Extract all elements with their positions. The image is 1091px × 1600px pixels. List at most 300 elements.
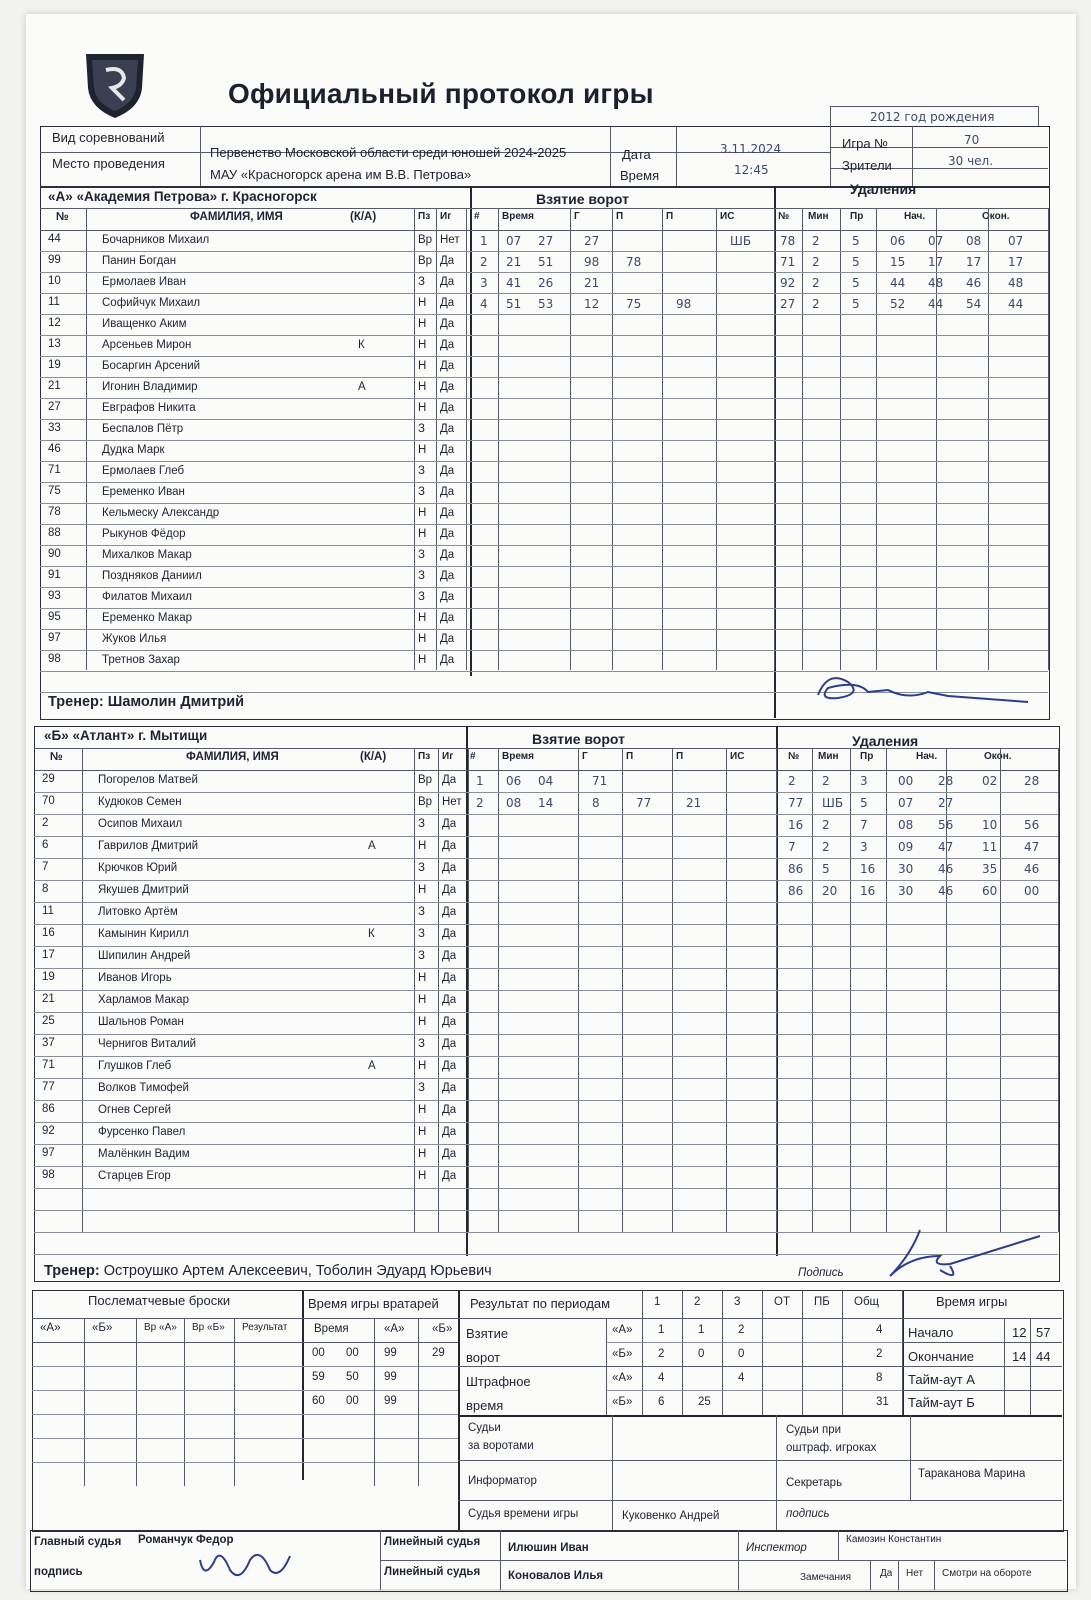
player-number: 33 bbox=[48, 422, 61, 434]
player-position: Н bbox=[418, 1126, 427, 1138]
period-col-2: 3 bbox=[734, 1296, 741, 1308]
penalty-cell: 7 bbox=[788, 840, 796, 854]
penalty-cell: 09 bbox=[898, 840, 914, 854]
player-name: Еременко Иван bbox=[102, 486, 185, 498]
team-a-coach: Тренер: Шамолин Дмитрий bbox=[48, 694, 245, 710]
time-label: Время bbox=[620, 168, 660, 183]
teamB-col-no: № bbox=[50, 751, 63, 763]
player-number: 93 bbox=[48, 590, 61, 602]
player-position: З bbox=[418, 549, 425, 561]
player-played: Да bbox=[442, 1126, 457, 1138]
player-played: Да bbox=[442, 1082, 457, 1094]
penalty-cell: 44 bbox=[890, 276, 906, 290]
penalty-cell: ШБ bbox=[822, 796, 844, 810]
player-position: Н bbox=[418, 1016, 427, 1028]
period-cell: 1 bbox=[698, 1324, 705, 1336]
player-played: Да bbox=[440, 549, 455, 561]
team-a-title: «А» «Академия Петрова» г. Красногорск bbox=[48, 189, 317, 204]
teamA-goal-col-4: П bbox=[666, 211, 674, 222]
date-value: 3.11.2024 bbox=[720, 142, 782, 156]
penalty-cell: 3 bbox=[860, 774, 868, 788]
teamA-pen-col-4: Окон. bbox=[982, 211, 1010, 222]
player-number: 97 bbox=[48, 632, 61, 644]
period-cell: 4 bbox=[658, 1372, 665, 1384]
player-position: Н bbox=[418, 1104, 427, 1116]
player-played: Да bbox=[440, 465, 455, 477]
shootout-col-3: Вр «Б» bbox=[192, 1322, 225, 1333]
team-b-penalties-title: Удаления bbox=[852, 733, 919, 749]
goals-label-2: ворот bbox=[466, 1350, 501, 1365]
gk-col-1: «А» bbox=[384, 1323, 405, 1335]
player-name: Босаргин Арсений bbox=[102, 360, 201, 372]
player-number: 92 bbox=[42, 1125, 55, 1137]
teamB-goal-col-1: Время bbox=[502, 751, 534, 762]
teamB-goal-col-2: Г bbox=[582, 751, 588, 762]
period-cell: 0 bbox=[698, 1348, 705, 1360]
period-cell: 2 bbox=[876, 1348, 883, 1360]
goal-cell: ШБ bbox=[730, 234, 752, 248]
player-name: Еременко Макар bbox=[102, 612, 193, 624]
penalty-cell: 08 bbox=[966, 234, 982, 248]
penalty-cell: 56 bbox=[938, 818, 954, 832]
goal-cell: 71 bbox=[592, 774, 608, 788]
player-played: Да bbox=[442, 1060, 457, 1072]
teamA-pen-col-2: Пр bbox=[850, 211, 864, 222]
gk-cell: 50 bbox=[346, 1371, 359, 1383]
player-name: Игонин Владимир bbox=[102, 381, 198, 393]
timekeeper-name: Куковенко Андрей bbox=[622, 1510, 720, 1522]
player-position: Н bbox=[418, 1148, 427, 1160]
teamB-goal-col-0: # bbox=[470, 751, 476, 762]
shootout-col-0: «А» bbox=[40, 1322, 61, 1334]
penalty-cell: 2 bbox=[822, 818, 830, 832]
player-name: Литовко Артём bbox=[98, 906, 178, 918]
player-position: Н bbox=[418, 1060, 427, 1072]
penalty-judges-label-1: Судьи при bbox=[786, 1424, 842, 1436]
penalty-cell: 5 bbox=[822, 862, 830, 876]
period-cell: 1 bbox=[658, 1324, 665, 1336]
player-name: Рыкунов Фёдор bbox=[102, 528, 186, 540]
player-number: 21 bbox=[48, 380, 61, 392]
player-number: 27 bbox=[48, 401, 61, 413]
player-number: 21 bbox=[42, 993, 55, 1005]
team-a-goals-title: Взятие ворот bbox=[536, 191, 629, 207]
teamA-goal-col-3: П bbox=[616, 211, 624, 222]
teamB-col-play: Иг bbox=[442, 751, 454, 762]
player-name: Шипилин Андрей bbox=[98, 950, 191, 962]
penalty-cell: 47 bbox=[938, 840, 954, 854]
remarks-yes: Да bbox=[880, 1568, 893, 1579]
teamB-goal-col-3: П bbox=[626, 751, 634, 762]
teamB-goal-col-5: ИС bbox=[730, 751, 745, 762]
penalty-cell: 2 bbox=[788, 774, 796, 788]
gk-cell: 99 bbox=[384, 1395, 397, 1407]
game-time-title: Время игры bbox=[936, 1294, 1008, 1309]
gk-cell: 60 bbox=[312, 1395, 325, 1407]
start-label: Начало bbox=[908, 1325, 954, 1340]
player-name: Филатов Михаил bbox=[102, 591, 193, 603]
player-position: Вр bbox=[418, 796, 433, 808]
player-name: Ермолаев Глеб bbox=[102, 465, 185, 477]
penalty-cell: 2 bbox=[822, 774, 830, 788]
player-captaincy: А bbox=[358, 381, 366, 393]
player-played: Да bbox=[440, 318, 455, 330]
player-played: Да bbox=[440, 486, 455, 498]
gk-cell: 99 bbox=[384, 1347, 397, 1359]
penalty-cell: 56 bbox=[1024, 818, 1040, 832]
player-played: Да bbox=[442, 774, 457, 786]
team-a-penalties-title: Удаления bbox=[850, 181, 917, 197]
player-played: Да bbox=[442, 818, 457, 830]
game-number-value: 70 bbox=[964, 133, 980, 147]
player-captaincy: К bbox=[358, 339, 365, 351]
goal-cell: 77 bbox=[636, 796, 652, 810]
penalty-cell: 5 bbox=[852, 255, 860, 269]
penalty-cell: 07 bbox=[928, 234, 944, 248]
period-cell: 6 bbox=[658, 1396, 665, 1408]
penalty-cell: 30 bbox=[898, 884, 914, 898]
player-number: 46 bbox=[48, 443, 61, 455]
penalty-cell: 92 bbox=[780, 276, 796, 290]
penalty-judges-label-2: оштраф. игроках bbox=[786, 1442, 877, 1454]
referee-signature bbox=[190, 1540, 300, 1586]
player-position: Н bbox=[418, 840, 427, 852]
player-played: Да bbox=[442, 950, 457, 962]
player-number: 70 bbox=[42, 795, 55, 807]
goal-cell: 2 bbox=[476, 796, 484, 810]
team-b-title: «Б» «Атлант» г. Мытищи bbox=[44, 728, 208, 743]
player-name: Дудка Марк bbox=[102, 444, 165, 456]
player-played: Да bbox=[442, 1170, 457, 1182]
player-position: З bbox=[418, 1082, 425, 1094]
player-position: Н bbox=[418, 318, 427, 330]
referee-sign-label: подпись bbox=[34, 1566, 83, 1578]
player-name: Фурсенко Павел bbox=[98, 1126, 186, 1138]
period-team-label: «А» bbox=[612, 1372, 633, 1384]
penalty-cell: 46 bbox=[966, 276, 982, 290]
player-position: Н bbox=[418, 972, 427, 984]
penalty-cell: 5 bbox=[852, 276, 860, 290]
period-cell: 4 bbox=[738, 1372, 745, 1384]
player-position: З bbox=[418, 928, 425, 940]
player-name: Кудюков Семен bbox=[98, 796, 182, 808]
player-number: 98 bbox=[48, 653, 61, 665]
goal-cell: 12 bbox=[584, 297, 600, 311]
player-played: Да bbox=[440, 654, 455, 666]
player-position: З bbox=[418, 862, 425, 874]
player-number: 16 bbox=[42, 927, 55, 939]
player-number: 37 bbox=[42, 1037, 55, 1049]
player-captaincy: А bbox=[368, 840, 376, 852]
competition-label: Вид соревнований bbox=[52, 130, 165, 145]
player-name: Огнев Сергей bbox=[98, 1104, 172, 1116]
gk-cell: 59 bbox=[312, 1371, 325, 1383]
teamB-col-ka: (К/А) bbox=[360, 751, 387, 763]
period-col-5: Общ bbox=[854, 1296, 879, 1308]
penalty-cell: 17 bbox=[928, 255, 944, 269]
player-position: З bbox=[418, 570, 425, 582]
player-name: Жуков Илья bbox=[102, 633, 167, 645]
player-number: 71 bbox=[48, 464, 61, 476]
year-label: 2012 год рождения bbox=[870, 110, 995, 124]
teamA-pen-col-3: Нач. bbox=[904, 211, 926, 222]
penalty-cell: 07 bbox=[898, 796, 914, 810]
teamA-goal-col-0: # bbox=[474, 211, 480, 222]
goal-judges-label-1: Судьи bbox=[468, 1422, 501, 1434]
goal-cell: 41 bbox=[506, 276, 522, 290]
teamB-pen-col-3: Нач. bbox=[916, 751, 938, 762]
player-name: Волков Тимофей bbox=[98, 1082, 189, 1094]
player-name: Панин Богдан bbox=[102, 255, 177, 267]
player-number: 71 bbox=[42, 1059, 55, 1071]
player-played: Нет bbox=[440, 234, 460, 246]
period-cell: 31 bbox=[876, 1396, 889, 1408]
penalty-cell: 08 bbox=[898, 818, 914, 832]
player-position: Н bbox=[418, 654, 427, 666]
penalty-cell: 5 bbox=[860, 796, 868, 810]
player-position: Вр bbox=[418, 774, 433, 786]
goals-label-1: Взятие bbox=[466, 1326, 509, 1341]
player-number: 98 bbox=[42, 1169, 55, 1181]
goal-cell: 08 bbox=[506, 796, 522, 810]
player-played: Нет bbox=[442, 796, 462, 808]
linesman-2-name: Коновалов Илья bbox=[508, 1570, 604, 1582]
player-played: Да bbox=[440, 297, 455, 309]
penalty-cell: 2 bbox=[822, 840, 830, 854]
player-position: Н bbox=[418, 402, 427, 414]
player-position: З bbox=[418, 950, 425, 962]
period-team-label: «Б» bbox=[612, 1396, 633, 1408]
goal-cell: 06 bbox=[506, 774, 522, 788]
goal-cell: 78 bbox=[626, 255, 642, 269]
shootout-col-4: Результат bbox=[242, 1322, 288, 1333]
player-name: Камынин Кирилл bbox=[98, 928, 189, 940]
player-captaincy: А bbox=[368, 1060, 376, 1072]
player-number: 11 bbox=[42, 905, 54, 917]
player-name: Арсеньев Мирон bbox=[102, 339, 192, 351]
player-position: Н bbox=[418, 612, 427, 624]
page-title: Официальный протокол игры bbox=[228, 78, 654, 109]
player-played: Да bbox=[442, 862, 457, 874]
player-played: Да bbox=[440, 360, 455, 372]
player-played: Да bbox=[442, 972, 457, 984]
player-played: Да bbox=[440, 444, 455, 456]
goal-cell: 21 bbox=[686, 796, 702, 810]
penalty-cell: 27 bbox=[938, 796, 954, 810]
penalty-cell: 07 bbox=[1008, 234, 1024, 248]
goal-cell: 98 bbox=[584, 255, 600, 269]
player-position: Н bbox=[418, 633, 427, 645]
player-position: Н bbox=[418, 297, 427, 309]
player-name: Погорелов Матвей bbox=[98, 774, 198, 786]
timeout-a-label: Тайм-аут А bbox=[908, 1372, 975, 1387]
goal-cell: 26 bbox=[538, 276, 554, 290]
penalty-cell: 54 bbox=[966, 297, 982, 311]
penalty-cell: 86 bbox=[788, 884, 804, 898]
period-cell: 8 bbox=[876, 1372, 883, 1384]
goal-cell: 53 bbox=[538, 297, 554, 311]
penalty-cell: 46 bbox=[938, 862, 954, 876]
player-name: Крючков Юрий bbox=[98, 862, 178, 874]
pim-label-2: время bbox=[466, 1398, 504, 1413]
penalty-cell: 15 bbox=[890, 255, 906, 269]
penalty-cell: 46 bbox=[938, 884, 954, 898]
player-number: 13 bbox=[48, 338, 61, 350]
player-played: Да bbox=[442, 1038, 457, 1050]
goal-judges-label-2: за воротами bbox=[468, 1440, 534, 1452]
start-minutes: 57 bbox=[1036, 1325, 1051, 1340]
penalty-cell: 20 bbox=[822, 884, 838, 898]
player-played: Да bbox=[440, 507, 455, 519]
gk-cell: 99 bbox=[384, 1371, 397, 1383]
player-number: 75 bbox=[48, 485, 61, 497]
penalty-cell: 2 bbox=[812, 255, 820, 269]
player-name: Харламов Макар bbox=[98, 994, 189, 1006]
goal-cell: 21 bbox=[584, 276, 600, 290]
player-number: 77 bbox=[42, 1081, 55, 1093]
penalty-cell: 47 bbox=[1024, 840, 1040, 854]
teamB-pen-col-1: Мин bbox=[818, 751, 839, 762]
player-played: Да bbox=[440, 339, 455, 351]
start-hours: 12 bbox=[1012, 1325, 1027, 1340]
referee-label: Главный судья bbox=[34, 1536, 122, 1548]
goal-cell: 27 bbox=[538, 234, 554, 248]
goal-cell: 27 bbox=[584, 234, 600, 248]
penalty-cell: 86 bbox=[788, 862, 804, 876]
timekeeper-label: Судья времени игры bbox=[468, 1508, 579, 1520]
player-captaincy: К bbox=[368, 928, 375, 940]
teamB-pen-col-0: № bbox=[788, 751, 800, 762]
penalty-cell: 2 bbox=[812, 234, 820, 248]
player-name: Беспалов Пётр bbox=[102, 423, 184, 435]
date-label: Дата bbox=[622, 147, 651, 162]
player-name: Третнов Захар bbox=[102, 654, 180, 666]
period-col-4: ПБ bbox=[814, 1296, 830, 1308]
player-number: 88 bbox=[48, 527, 61, 539]
penalty-cell: 17 bbox=[1008, 255, 1024, 269]
player-name: Шальнов Роман bbox=[98, 1016, 184, 1028]
penalty-cell: 71 bbox=[780, 255, 796, 269]
period-col-3: ОТ bbox=[774, 1296, 790, 1308]
penalty-cell: 48 bbox=[928, 276, 944, 290]
teamA-col-ka: (К/А) bbox=[350, 211, 377, 223]
player-number: 95 bbox=[48, 611, 61, 623]
player-position: Н bbox=[418, 339, 427, 351]
end-minutes: 44 bbox=[1036, 1349, 1051, 1364]
goal-cell: 21 bbox=[506, 255, 522, 269]
player-number: 7 bbox=[42, 861, 49, 873]
penalty-cell: 16 bbox=[860, 884, 876, 898]
goal-cell: 75 bbox=[626, 297, 642, 311]
player-played: Да bbox=[440, 612, 455, 624]
player-number: 10 bbox=[48, 275, 61, 287]
penalty-cell: 16 bbox=[788, 818, 804, 832]
teamB-col-pos: Пз bbox=[418, 751, 431, 762]
player-position: З bbox=[418, 818, 425, 830]
player-number: 86 bbox=[42, 1103, 55, 1115]
referee-name: Романчук Федор bbox=[138, 1534, 234, 1546]
player-number: 19 bbox=[42, 971, 55, 983]
teamA-col-name: ФАМИЛИЯ, ИМЯ bbox=[190, 211, 283, 223]
team-a-coach-signature bbox=[808, 670, 1038, 710]
gk-cell: 00 bbox=[346, 1395, 359, 1407]
penalty-cell: 35 bbox=[982, 862, 998, 876]
gk-cell: 00 bbox=[312, 1347, 325, 1359]
periods-title: Результат по периодам bbox=[470, 1296, 611, 1311]
player-played: Да bbox=[442, 1148, 457, 1160]
penalty-cell: 44 bbox=[928, 297, 944, 311]
player-position: З bbox=[418, 465, 425, 477]
goal-cell: 07 bbox=[506, 234, 522, 248]
player-number: 6 bbox=[42, 839, 49, 851]
goal-cell: 1 bbox=[480, 234, 488, 248]
see-back-label: Смотри на обороте bbox=[942, 1568, 1032, 1579]
player-number: 29 bbox=[42, 773, 55, 785]
player-name: Якушев Дмитрий bbox=[98, 884, 189, 896]
penalty-cell: 2 bbox=[812, 276, 820, 290]
penalty-cell: 28 bbox=[1024, 774, 1040, 788]
penalty-cell: 00 bbox=[898, 774, 914, 788]
goal-cell: 3 bbox=[480, 276, 488, 290]
penalty-cell: 78 bbox=[780, 234, 796, 248]
period-col-1: 2 bbox=[694, 1296, 701, 1308]
inspector-label: Инспектор bbox=[746, 1542, 807, 1554]
player-number: 12 bbox=[48, 317, 61, 329]
player-played: Да bbox=[442, 1016, 457, 1028]
period-col-0: 1 bbox=[654, 1296, 661, 1308]
penalty-cell: 28 bbox=[938, 774, 954, 788]
player-position: З bbox=[418, 423, 425, 435]
player-position: Н bbox=[418, 507, 427, 519]
penalty-cell: 60 bbox=[982, 884, 998, 898]
teamA-pen-col-1: Мин bbox=[808, 211, 829, 222]
player-position: Н bbox=[418, 884, 427, 896]
remarks-no: Нет bbox=[906, 1568, 924, 1579]
shootout-col-1: «Б» bbox=[92, 1322, 113, 1334]
player-played: Да bbox=[442, 906, 457, 918]
goal-cell: 1 bbox=[476, 774, 484, 788]
team-b-goals-title: Взятие ворот bbox=[532, 731, 625, 747]
player-name: Бочарников Михаил bbox=[102, 234, 210, 246]
end-hours: 14 bbox=[1012, 1349, 1027, 1364]
penalty-cell: 02 bbox=[982, 774, 998, 788]
player-played: Да bbox=[440, 633, 455, 645]
player-number: 99 bbox=[48, 254, 61, 266]
goal-cell: 2 bbox=[480, 255, 488, 269]
penalty-cell: 06 bbox=[890, 234, 906, 248]
teamB-pen-col-4: Окон. bbox=[984, 751, 1012, 762]
goal-cell: 51 bbox=[506, 297, 522, 311]
penalty-cell: 7 bbox=[860, 818, 868, 832]
linesman-2-label: Линейный судья bbox=[384, 1566, 481, 1578]
period-team-label: «Б» bbox=[612, 1348, 633, 1360]
player-position: З bbox=[418, 906, 425, 918]
player-number: 17 bbox=[42, 949, 55, 961]
game-number-label: Игра № bbox=[842, 136, 889, 151]
teamA-col-no: № bbox=[56, 211, 69, 223]
spectators-value: 30 чел. bbox=[948, 154, 994, 168]
player-played: Да bbox=[440, 255, 455, 267]
player-name: Чернигов Виталий bbox=[98, 1038, 197, 1050]
penalty-cell: 17 bbox=[966, 255, 982, 269]
venue-value: МАУ «Красногорск арена им В.В. Петрова» bbox=[210, 167, 472, 182]
time-value: 12:45 bbox=[734, 163, 769, 177]
player-position: З bbox=[418, 276, 425, 288]
teamB-col-name: ФАМИЛИЯ, ИМЯ bbox=[186, 751, 279, 763]
player-number: 2 bbox=[42, 817, 49, 829]
goal-cell: 4 bbox=[480, 297, 488, 311]
player-played: Да bbox=[442, 994, 457, 1006]
